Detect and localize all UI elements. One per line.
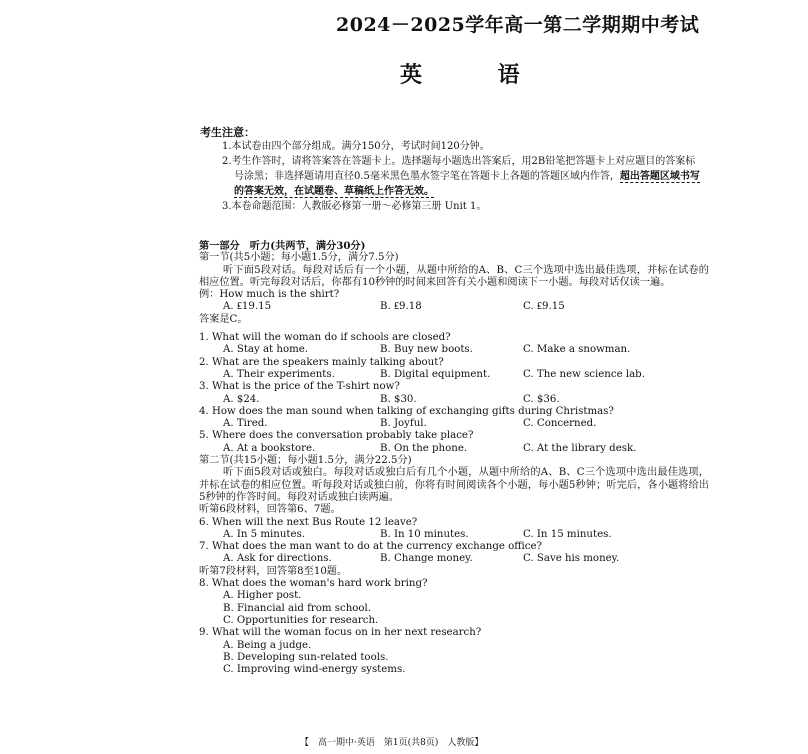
option-a: A. In 5 minutes. <box>223 528 306 540</box>
option-b: B. Digital equipment. <box>380 368 491 380</box>
notice-list <box>222 139 702 214</box>
option-c: C. Make a snowman. <box>523 344 631 356</box>
group-6-label: 听第6段材料，回答第6、7题。 <box>199 504 341 516</box>
notice-item-2 <box>222 154 702 199</box>
example-options <box>199 301 709 313</box>
option-a: A. Stay at home. <box>223 344 309 356</box>
example-answer: 答案是C。 <box>199 313 248 325</box>
option-b: B. $30. <box>380 393 417 405</box>
question-9: 9. What will the woman focus on in her next research? <box>199 627 482 639</box>
question-3-options <box>199 394 709 406</box>
option-c: C. $36. <box>523 393 560 405</box>
example-question: 例：How much is the shirt? <box>199 289 340 301</box>
option-c: C. Improving wind-energy systems. <box>223 664 406 676</box>
question-2: 2. What are the speakers mainly talking about? <box>199 356 444 368</box>
question-4-options <box>199 418 709 430</box>
option-c: C. The new science lab. <box>523 368 645 380</box>
option-b: B. Developing sun-related tools. <box>223 651 389 663</box>
question-7: 7. What does the man want to do at the currency exchange office? <box>199 541 542 553</box>
option-b: B. Financial aid from school. <box>223 602 372 614</box>
option-c: C. ₤9.15 <box>523 301 565 313</box>
section1-title: 第一节(共5小题；每小题1.5分，满分7.5分) <box>199 252 399 264</box>
option-b: B. In 10 minutes. <box>380 528 469 540</box>
question-6: 6. When will the next Bus Route 12 leave? <box>199 516 418 528</box>
question-5-options <box>199 443 709 455</box>
part-one <box>199 240 709 676</box>
option-c: C. In 15 minutes. <box>523 528 612 540</box>
option-b: B. Buy new boots. <box>380 344 473 356</box>
option-a: A. Tired. <box>223 418 268 430</box>
option-a: A. Higher post. <box>223 590 302 602</box>
question-3: 3. What is the price of the T-shirt now? <box>199 381 400 393</box>
notice-item-1: 1.本试卷由四个部分组成。满分150分，考试时间120分钟。 <box>222 141 490 152</box>
section2-instructions: 听下面5段对话或独白。每段对话或独白后有几个小题，从题中所给的A、B、C三个选项中选出最佳选项，并标在试卷的相应位置。听每段对话或独白前，你将有时间阅读各个小题，每小题5秒钟；听完后，各小题将给出5秒钟的作答时间。每段对话或独白读两遍。 <box>199 467 709 503</box>
subject-title: 英 语 <box>400 62 554 88</box>
option-b: B. On the phone. <box>380 442 468 454</box>
question-8: 8. What does the woman's hard work bring? <box>199 578 428 590</box>
option-a: A. ₤19.15 <box>223 301 272 313</box>
option-c: C. Opportunities for research. <box>223 614 379 626</box>
option-a: A. Their experiments. <box>223 368 335 380</box>
question-1: 1. What will the woman do if schools are closed? <box>199 332 451 344</box>
notice-item-2-text: 2.考生作答时，请将答案答在答题卡上。选择题每小题选出答案后，用2B铅笔把答题卡上对应题目的答案标号涂黑；非选择题请用直径0.5毫米黑色墨水签字笔在答题卡上各题的答题区域内作答， <box>222 156 696 182</box>
question-1-options <box>199 344 709 356</box>
question-2-options <box>199 369 709 381</box>
section1-instructions: 听下面5段对话。每段对话后有一个小题，从题中所给的A、B、C三个选项中选出最佳选项，并标在试卷的相应位置。听完每段对话后，你都有10秒钟的时间来回答有关小题和阅读下一小题。每段对话仅读一遍。 <box>199 264 709 288</box>
question-7-options <box>199 553 709 565</box>
question-4: 4. How does the man sound when talking of exchanging gifts during Christmas? <box>199 405 614 417</box>
option-a: A. At a bookstore. <box>223 442 316 454</box>
option-a: A. Ask for directions. <box>223 553 332 565</box>
option-b: B. Change money. <box>380 553 473 565</box>
group-7-label: 听第7段材料，回答第8至10题。 <box>199 565 348 577</box>
question-5: 5. Where does the conversation probably take place? <box>199 430 474 442</box>
option-c: C. At the library desk. <box>523 442 637 454</box>
notice-emphasis: 超出答题区域书写的答案无效，在试题卷、草稿纸上作答无效。 <box>234 171 700 197</box>
option-a: A. Being a judge. <box>223 639 312 651</box>
section2-title: 第二节(共15小题；每小题1.5分，满分22.5分) <box>199 455 412 467</box>
option-c: C. Concerned. <box>523 418 597 430</box>
option-b: B. Joyful. <box>380 418 427 430</box>
notice-item-3: 3.本卷命题范围：人教版必修第一册～必修第三册 Unit 1。 <box>222 201 487 212</box>
question-6-options <box>199 529 709 541</box>
option-a: A. $24. <box>223 393 260 405</box>
option-b: B. ₤9.18 <box>380 301 422 313</box>
part1-title: 第一部分 听力(共两节，满分30分) <box>199 240 366 252</box>
option-c: C. Save his money. <box>523 553 620 565</box>
notice-title: 考生注意： <box>200 126 255 139</box>
page-footer: 【 高一期中·英语 第1页(共8页) 人教版】 <box>300 738 484 748</box>
exam-title: 2024－2025学年高一第二学期期中考试 <box>336 14 700 36</box>
